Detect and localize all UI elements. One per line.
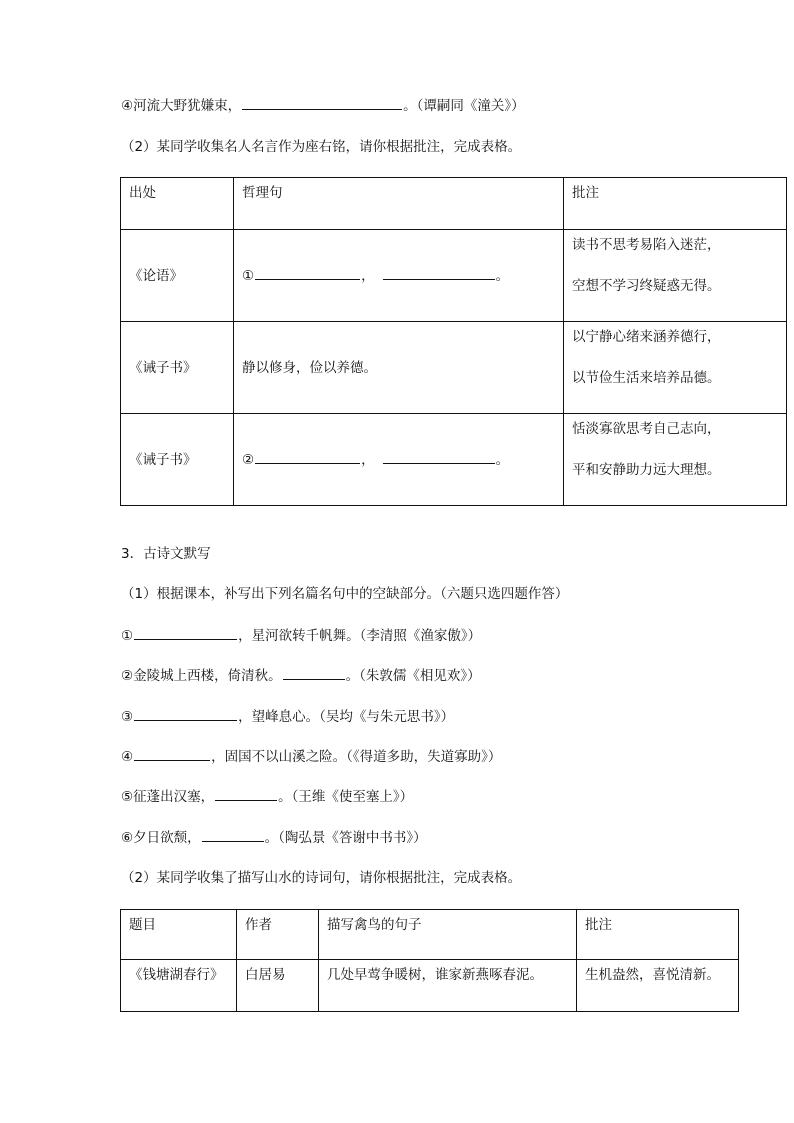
header-source: 出处 — [121, 178, 234, 230]
q1-intro: （1）根据课本，补写出下列名篇名句中的空缺部分。（六题只选四题作答） — [121, 586, 569, 602]
header-sentence: 描写禽鸟的句子 — [319, 910, 577, 960]
header-note: 批注 — [577, 910, 739, 960]
item4-prefix: ④河流大野犹嫌束， — [121, 98, 242, 114]
poem-item-5: ⑤征蓬出汉塞， 。（王维《使至塞上》） — [121, 789, 414, 805]
row-source: 《诫子书》 — [121, 414, 234, 506]
answer-blank[interactable] — [134, 707, 237, 721]
row-author: 白居易 — [237, 960, 319, 1012]
row-source: 《诫子书》 — [121, 322, 234, 414]
header-note: 批注 — [564, 178, 787, 230]
poem-item-1: ① ，星河欲转千帆舞。（李清照《渔家傲》） — [121, 628, 482, 644]
poem-item-2: ②金陵城上西楼，倚清秋。 。（朱敦儒《相见欢》） — [121, 668, 481, 684]
answer-blank[interactable] — [383, 450, 495, 464]
item4-line — [121, 96, 525, 115]
table-row — [121, 230, 787, 322]
row-sentence: 静以修身，俭以养德。 — [234, 322, 564, 414]
row-title: 《钱塘湖春行》 — [121, 960, 237, 1012]
poem-item-4: ④ ，固国不以山溪之险。（《得道多助，失道寡助》） — [121, 749, 502, 765]
answer-blank[interactable] — [383, 266, 495, 280]
table-row — [121, 322, 787, 414]
q2-intro-poetry: （2）某同学收集了描写山水的诗词句，请你根据批注，完成表格。 — [121, 870, 522, 886]
poem-item-6: ⑥夕日欲颓， 。（陶弘景《答谢中书书》） — [121, 830, 427, 846]
row-note: 生机盎然，喜悦清新。 — [577, 960, 739, 1012]
row-sentence: ② ， 。 — [234, 414, 564, 506]
answer-blank[interactable] — [283, 666, 345, 680]
row-note: 以宁静心绪来涵养德行， 以节俭生活来培养品德。 — [564, 322, 787, 414]
poetry-table — [120, 909, 739, 1012]
answer-blank[interactable] — [134, 626, 237, 640]
answer-blank[interactable] — [255, 266, 360, 280]
item4-suffix: 。（谭嗣同《潼关》） — [403, 98, 525, 114]
section-title: 3．古诗文默写 — [121, 546, 211, 562]
header-author: 作者 — [237, 910, 319, 960]
row-sentence: 几处早莺争暖树，谁家新燕啄春泥。 — [319, 960, 577, 1012]
row-sentence: ① ， 。 — [234, 230, 564, 322]
row-note: 恬淡寡欲思考自己志向， 平和安静助力远大理想。 — [564, 414, 787, 506]
row-note: 读书不思考易陷入迷茫， 空想不学习终疑惑无得。 — [564, 230, 787, 322]
answer-blank[interactable] — [255, 450, 360, 464]
answer-blank[interactable] — [202, 828, 264, 842]
table-row — [121, 414, 787, 506]
answer-blank[interactable] — [242, 96, 402, 110]
header-title: 题目 — [121, 910, 237, 960]
motto-table — [120, 177, 787, 506]
header-sentence: 哲理句 — [234, 178, 564, 230]
poem-item-3: ③ ，望峰息心。（吴均《与朱元思书》） — [121, 709, 455, 725]
q2-intro: （2）某同学收集名人名言作为座右铭，请你根据批注，完成表格。 — [121, 139, 522, 155]
answer-blank[interactable] — [215, 787, 277, 801]
row-source: 《论语》 — [121, 230, 234, 322]
table-row — [121, 960, 739, 1012]
answer-blank[interactable] — [134, 747, 210, 761]
